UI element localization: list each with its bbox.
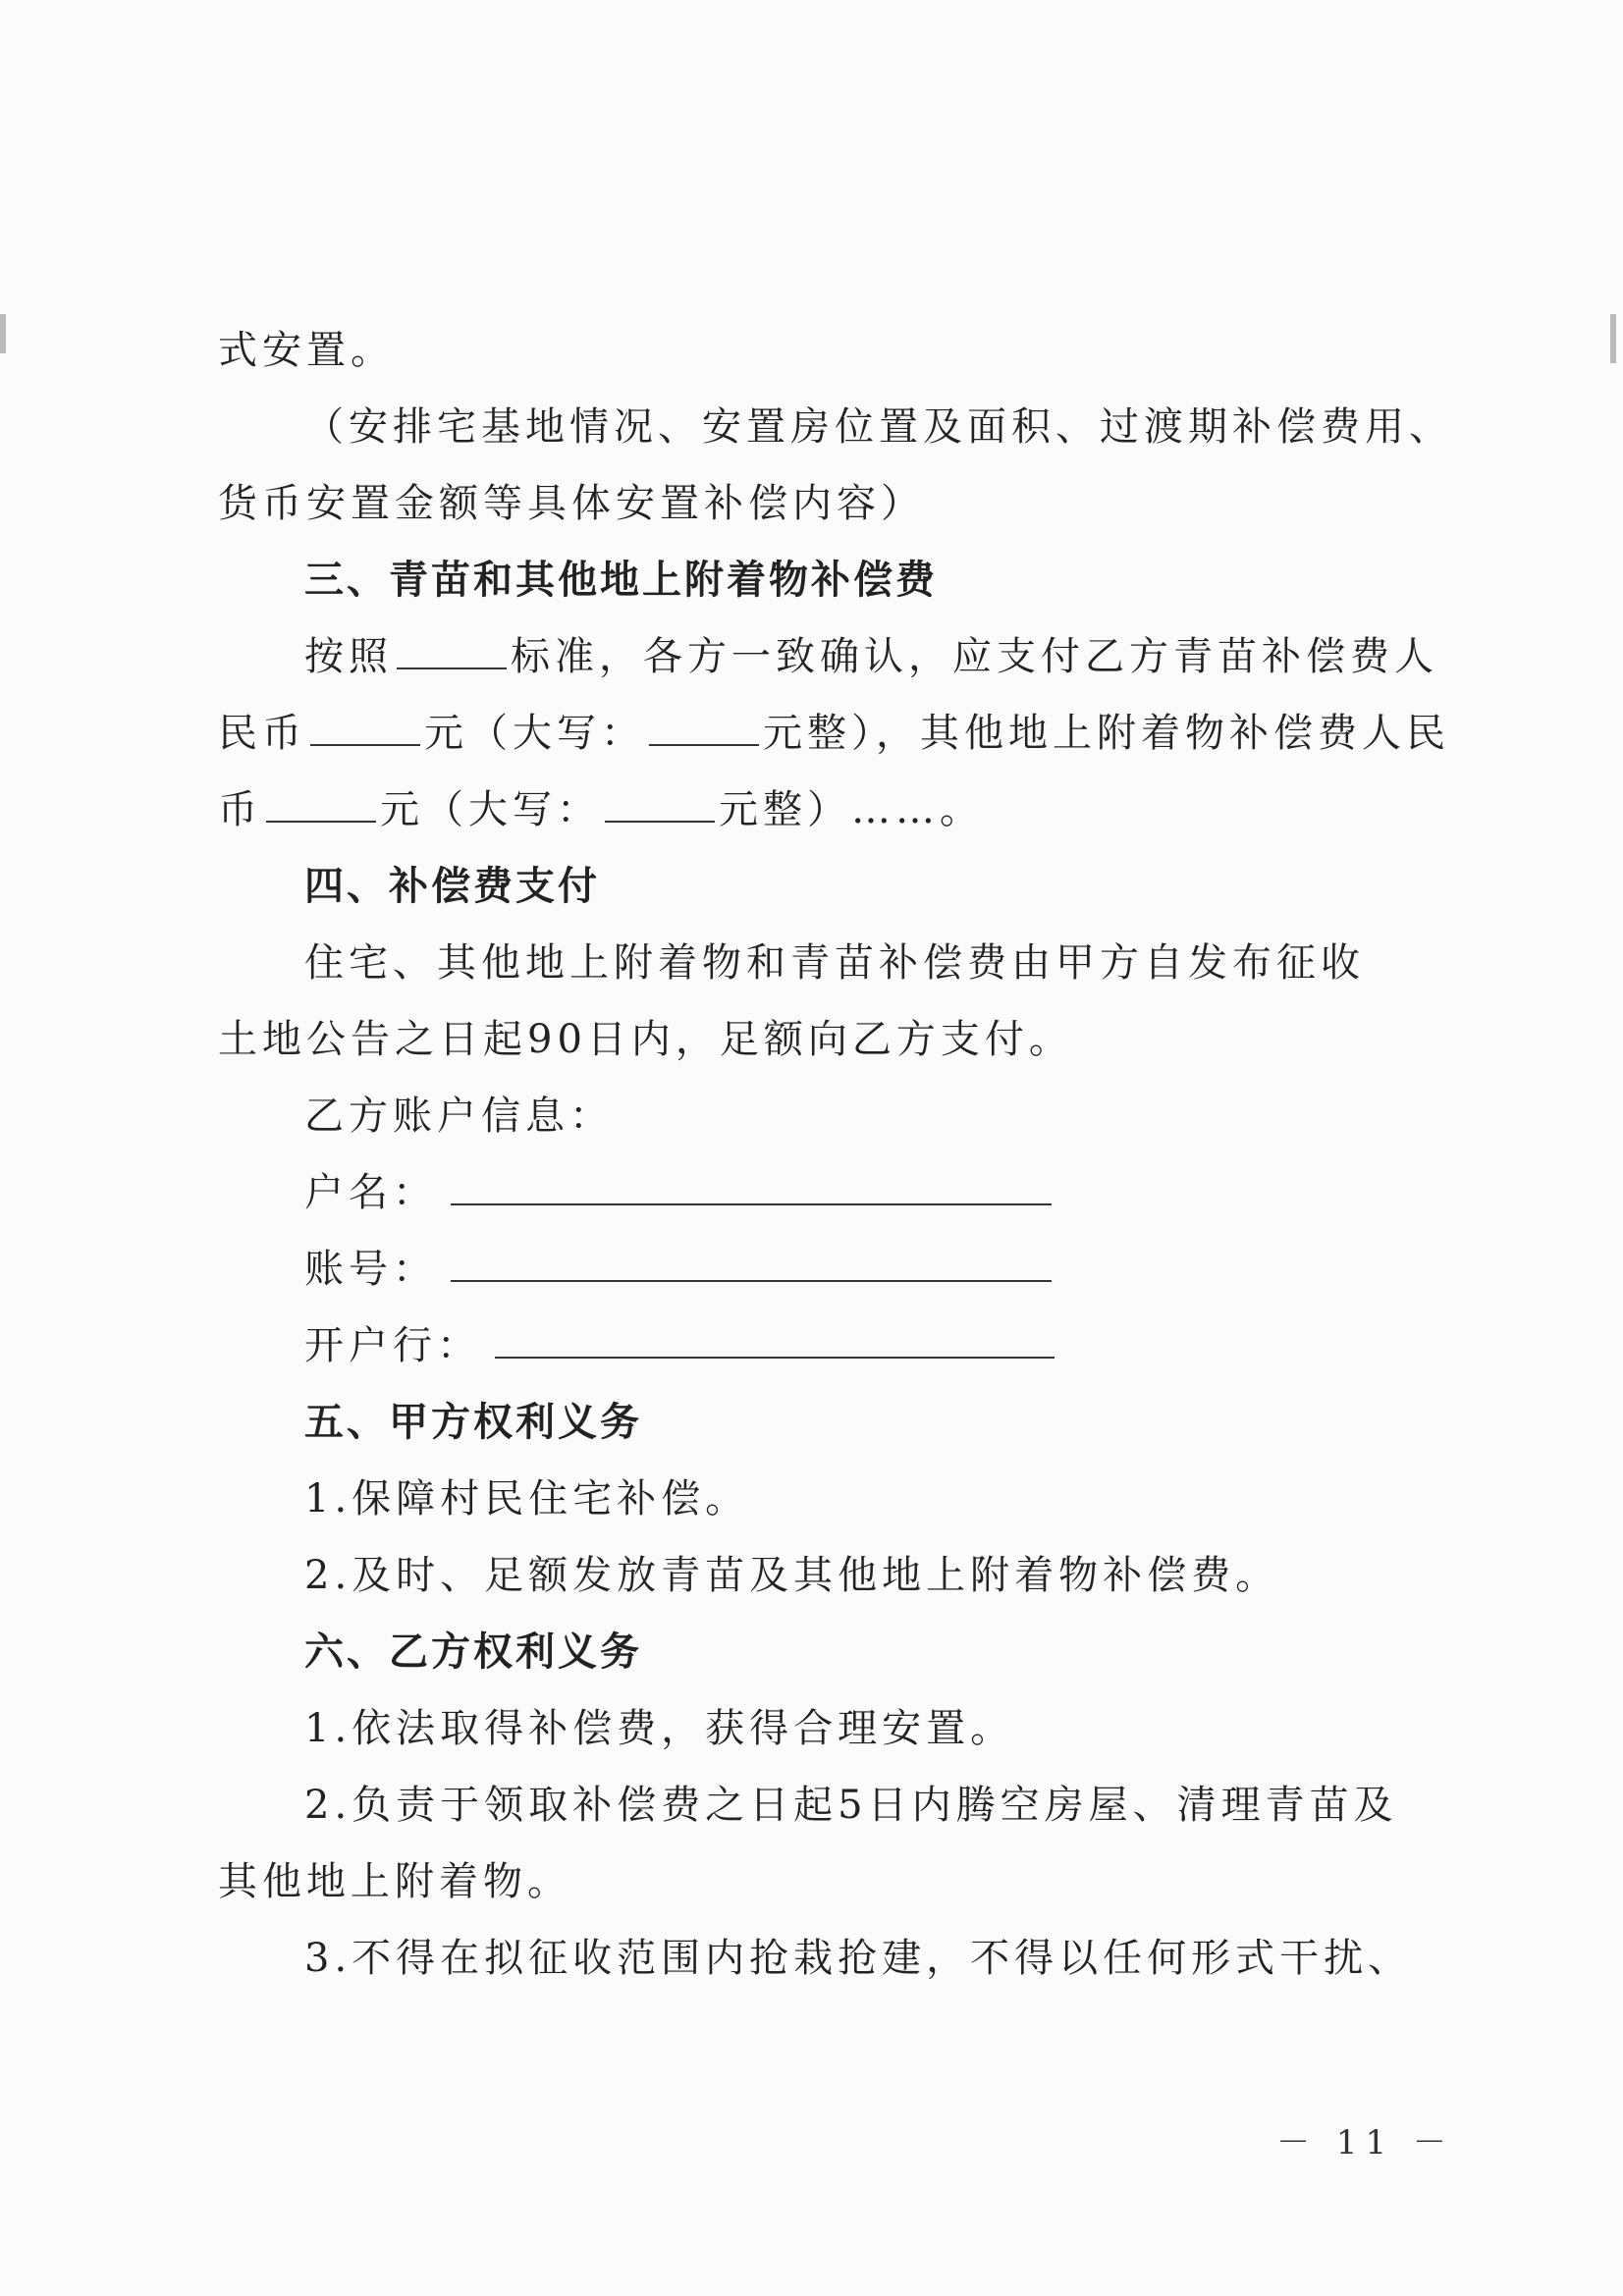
paragraph-text: 2.负责于领取补偿费之日起5日内腾空房屋、清理青苗及 <box>304 1783 1398 1828</box>
text-line <box>218 1001 1411 1078</box>
paragraph-text: 元（大写： <box>380 787 601 832</box>
paragraph-text: 式安置。 <box>218 328 395 373</box>
field-label: 账号： <box>304 1247 437 1292</box>
text-line <box>218 772 1411 848</box>
page-number: － 11 － <box>1276 2123 1454 2163</box>
paragraph-text: 乙方账户信息： <box>304 1094 614 1139</box>
paragraph-text: 标准，各方一致确认，应支付乙方青苗补偿费人 <box>511 634 1438 679</box>
account-name-blank <box>451 1174 1052 1205</box>
standard-blank <box>397 638 507 669</box>
heading-text: 三、青苗和其他地上附着物补偿费 <box>304 558 938 603</box>
bank-blank <box>495 1327 1055 1359</box>
text-line <box>218 1461 1411 1537</box>
section-heading-4 <box>218 848 1411 925</box>
text-line <box>218 925 1411 1001</box>
text-line <box>218 1537 1411 1614</box>
right-edge-mark <box>1610 314 1616 363</box>
paragraph-text: 按照 <box>304 634 393 679</box>
bank-row <box>218 1308 1411 1384</box>
section-heading-3 <box>218 542 1411 618</box>
paragraph-text: 元（大写： <box>424 711 645 756</box>
amount-blank <box>310 715 420 746</box>
document-body <box>218 312 1453 1997</box>
text-line <box>218 1920 1411 1997</box>
paragraph-text: 币 <box>218 787 262 832</box>
text-line <box>218 1690 1411 1767</box>
account-number-blank <box>451 1251 1052 1282</box>
text-line <box>218 389 1453 465</box>
paragraph-text: 元整），其他地上附着物补偿费人民 <box>763 711 1450 756</box>
paragraph-text: 1.保障村民住宅补偿。 <box>304 1476 750 1522</box>
paragraph-text: 1.依法取得补偿费，获得合理安置。 <box>304 1706 1015 1751</box>
paragraph-text: 其他地上附着物。 <box>218 1859 571 1904</box>
field-label: 开户行： <box>304 1323 481 1368</box>
account-name-row <box>218 1154 1411 1231</box>
text-line <box>218 1767 1411 1843</box>
field-label: 户名： <box>304 1170 437 1215</box>
text-line <box>218 312 1411 389</box>
amount-blank <box>266 791 376 823</box>
amount-words-blank <box>605 791 715 823</box>
paragraph-text: 住宅、其他地上附着物和青苗补偿费由甲方自发布征收 <box>304 940 1365 986</box>
heading-text: 六、乙方权利义务 <box>304 1629 642 1675</box>
text-line <box>218 695 1450 772</box>
paragraph-text: 民币 <box>218 711 306 756</box>
text-line <box>218 618 1438 695</box>
section-heading-6 <box>218 1614 1411 1690</box>
text-line <box>218 1078 1411 1154</box>
paragraph-text: 2.及时、足额发放青苗及其他地上附着物补偿费。 <box>304 1553 1280 1598</box>
paragraph-text: 土地公告之日起90日内，足额向乙方支付。 <box>218 1017 1073 1062</box>
left-edge-mark <box>0 314 6 353</box>
paragraph-text: （安排宅基地情况、安置房位置及面积、过渡期补偿费用、 <box>304 404 1453 450</box>
text-line <box>218 1843 1411 1920</box>
paragraph-text: 3.不得在拟征收范围内抢栽抢建，不得以任何形式干扰、 <box>304 1936 1413 1981</box>
heading-text: 四、补偿费支付 <box>304 864 600 909</box>
paragraph-text: 货币安置金额等具体安置补偿内容） <box>218 481 925 526</box>
paragraph-text: 元整）……。 <box>719 787 984 832</box>
account-number-row <box>218 1231 1411 1308</box>
heading-text: 五、甲方权利义务 <box>304 1400 642 1445</box>
section-heading-5 <box>218 1384 1411 1461</box>
text-line <box>218 465 1411 542</box>
amount-words-blank <box>649 715 759 746</box>
